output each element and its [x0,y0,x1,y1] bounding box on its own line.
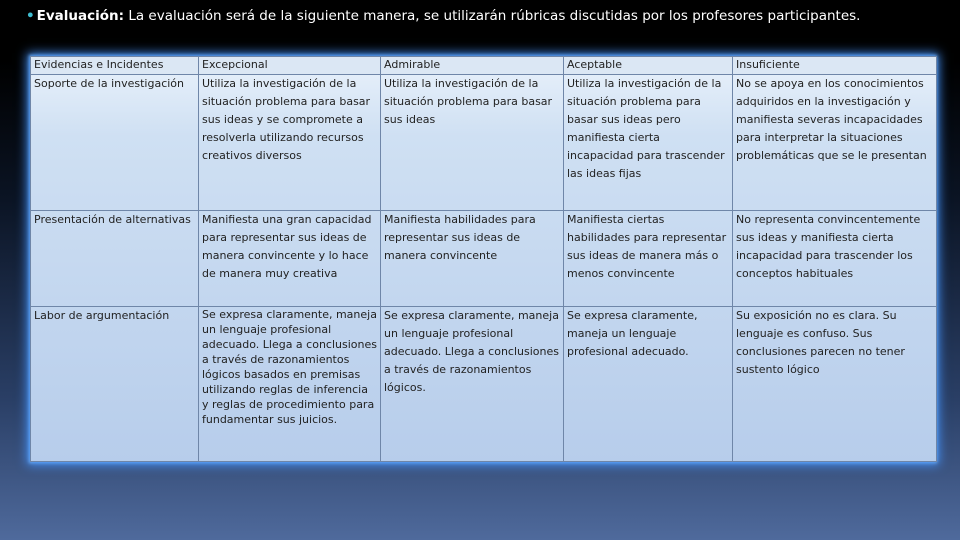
cell-insuficiente: Su exposición no es clara. Su lenguaje es confuso. Sus conclusiones parecen no tener sustento lógico [733,307,937,462]
title-lead: Evaluación: [36,8,125,24]
rubric-table [30,56,937,462]
cell-excepcional: Manifiesta una gran capacidad para representar sus ideas de manera convincente y lo hace de manera muy creativa [199,210,381,306]
table-row [31,75,937,211]
cell-admirable: Manifiesta habilidades para representar sus ideas de manera convincente [381,210,564,306]
cell-criterion: Soporte de la investigación [31,75,199,211]
cell-admirable: Utiliza la investigación de la situación problema para basar sus ideas [381,75,564,211]
cell-excepcional: Se expresa claramente, maneja un lenguaje profesional adecuado. Llega a conclusiones a través de razonamientos lógicos basados en premisas utilizando reglas de inferencia y reglas de procedimiento para fundamentar sus juicios. [199,307,381,462]
slide-title [26,6,946,26]
cell-aceptable: Se expresa claramente, maneja un lenguaje profesional adecuado. [564,307,733,462]
header-insuficiente: Insuficiente [733,57,937,75]
cell-insuficiente: No se apoya en los conocimientos adquiridos en la investigación y manifiesta severas incapacidades para interpretar la situaciones problemáticas que se le presentan [733,75,937,211]
header-aceptable: Aceptable [564,57,733,75]
table-row [31,210,937,306]
cell-admirable: Se expresa claramente, maneja un lenguaje profesional adecuado. Llega a conclusiones a través de razonamientos lógicos. [381,307,564,462]
table-row [31,307,937,462]
cell-excepcional: Utiliza la investigación de la situación problema para basar sus ideas y se compromete a resolverla utilizando recursos creativos diversos [199,75,381,211]
table-header-row [31,57,937,75]
title-text: La evaluación será de la siguiente manera, se utilizarán rúbricas discutidas por los profesores participantes. [124,8,861,24]
rubric-table-container [30,56,936,462]
cell-insuficiente: No representa convincentemente sus ideas y manifiesta cierta incapacidad para trascender los conceptos habituales [733,210,937,306]
header-excepcional: Excepcional [199,57,381,75]
cell-aceptable: Utiliza la investigación de la situación problema para basar sus ideas pero manifiesta cierta incapacidad para trascender las ideas fijas [564,75,733,211]
title-bullet: • [26,8,35,24]
cell-criterion: Presentación de alternativas [31,210,199,306]
cell-aceptable: Manifiesta ciertas habilidades para representar sus ideas de manera más o menos convincente [564,210,733,306]
cell-criterion: Labor de argumentación [31,307,199,462]
header-evidencias: Evidencias e Incidentes [31,57,199,75]
header-admirable: Admirable [381,57,564,75]
